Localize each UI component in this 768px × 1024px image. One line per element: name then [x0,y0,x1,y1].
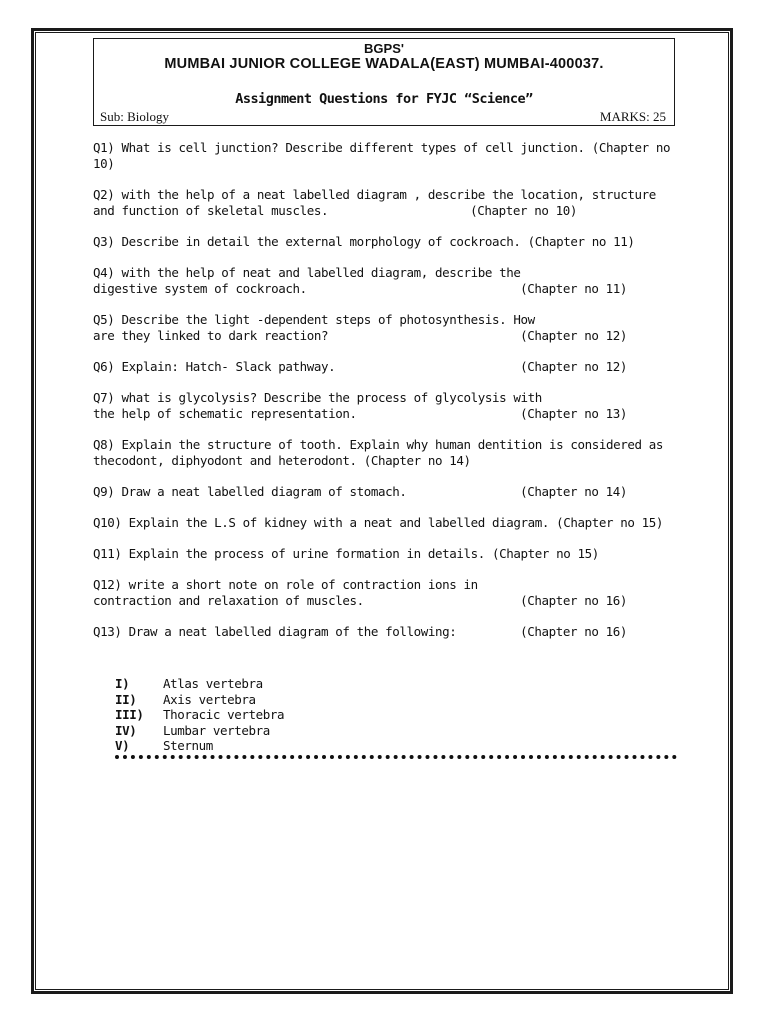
header-box [93,38,675,126]
chapter-ref: (Chapter no 14) [520,484,627,499]
question-item: Q8) Explain the structure of tooth. Explain why human dentition is considered as thecodont, diphyodont and heterodont. (Chapter no 14) [93,437,664,468]
chapter-ref: (Chapter no 14) [363,453,471,468]
chapter-ref: (Chapter no 12) [520,328,627,343]
list-item: I) Atlas vertebra [115,676,263,691]
question-item: Q2) with the help of a neat labelled diagram , describe the location, structure and function of skeletal muscles. (Chapter no 10) [93,187,656,218]
question-item: Q11) Explain the process of urine formation in details. (Chapter no 15) [93,546,599,561]
list-item: V) Sternum [115,738,213,753]
chapter-ref: (Chapter no 13) [520,406,627,421]
vertebra-list [115,676,284,754]
question-item: Q3) Describe in detail the external morphology of cockroach. (Chapter no 11) [93,234,635,249]
list-item: II) Axis vertebra [115,691,256,707]
list-item: IV) Lumbar vertebra [115,722,270,738]
dotted-divider [115,755,677,759]
question-item: Q9) Draw a neat labelled diagram of stomach. (Chapter no 14) [93,484,627,499]
question-item: Q1) What is cell junction? Describe different types of cell junction. (Chapter no 10) [93,140,671,171]
chapter-ref: (Chapter no 11) [520,281,627,296]
question-item: Q5) Describe the light -dependent steps of photosynthesis. How are they linked to dark reaction? (Chapter no 12) [93,312,627,343]
chapter-ref: (Chapter no 16) [520,593,627,608]
question-item: Q6) Explain: Hatch- Slack pathway. (Chapter no 12) [93,359,627,374]
question-item: Q10) Explain the L.S of kidney with a neat and labelled diagram. (Chapter no 15) [93,515,664,530]
chapter-ref: (Chapter no 12) [520,359,627,374]
list-item: III) Thoracic vertebra [115,707,285,722]
assignment-title: Assignment Questions for FYJC “Science” [235,91,533,107]
question-list [93,140,673,655]
chapter-ref: (Chapter no 16) [520,624,627,639]
question-item: Q7) what is glycolysis? Describe the process of glycolysis with the help of schematic representation. (Chapter no 13) [93,390,627,421]
chapter-ref: (Chapter no 10) [470,203,577,218]
question-item: Q13) Draw a neat labelled diagram of the following: (Chapter no 16) [93,624,627,639]
question-item: Q4) with the help of neat and labelled diagram, describe the digestive system of cockroach. (Chapter no 11) [93,265,627,296]
marks-label: MARKS: 25 [599,109,666,124]
school-short-name: BGPS' [364,41,404,56]
college-name: MUMBAI JUNIOR COLLEGE WADALA(EAST) MUMBAI-400037. [164,56,604,72]
question-item: Q12) write a short note on role of contraction ions in contraction and relaxation of muscles. (Chapter no 16) [93,577,627,608]
subject-label: Sub: Biology [100,109,169,124]
